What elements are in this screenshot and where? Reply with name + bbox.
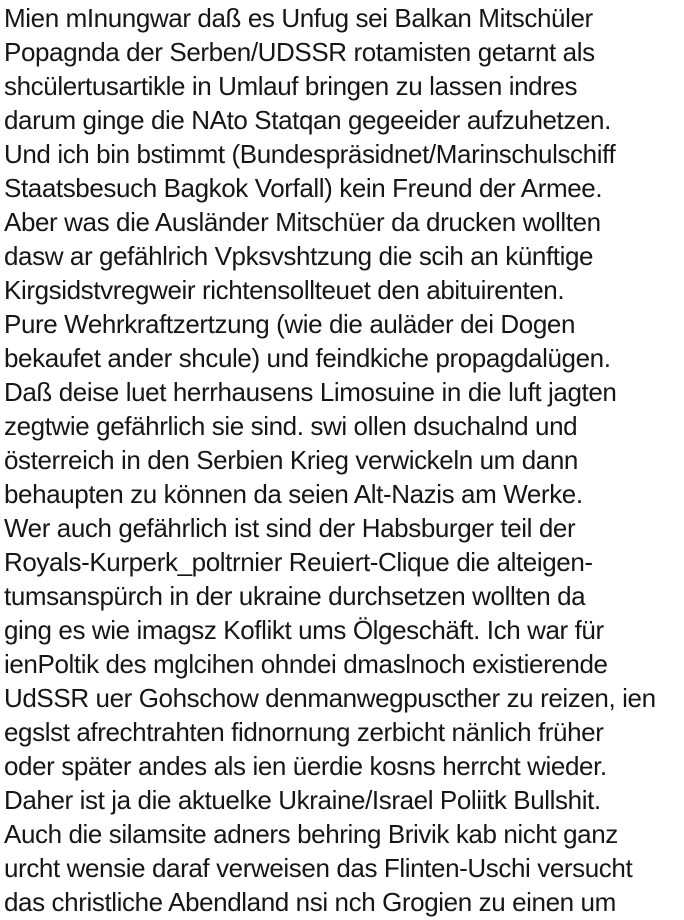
text-line: shcülertusartikle in Umlauf bringen zu lassen indres [4,71,578,101]
text-line: egslst afrechtrahten fidnornung zerbicht nänlich früher [4,717,604,747]
text-line: Daher ist ja die aktuelke Ukraine/Israel Poliitk Bullshit. [4,785,601,815]
text-line: tumsanspürch in der ukraine durchsetzen wollten da [4,581,586,611]
text-line: Staatsbesuch Bagkok Vorfall) kein Freund der Armee. [4,173,603,203]
text-line: Kirgsidstvregweir richtensollteuet den abituirenten. [4,275,565,305]
text-line: ienPoltik des mglcihen ohndei dmaslnoch existierende [4,649,608,679]
text-line: bekaufet ander shcule) und feindkiche propagdalügen. [4,343,611,373]
text-line: UdSSR uer Gohschow denmanwegpuscther zu reizen, ien [4,683,656,713]
text-line: Und ich bin bstimmt (Bundespräsidnet/Marinschulschiff [4,139,616,169]
text-line: österreich in den Serbien Krieg verwickeln um dann [4,445,578,475]
text-line: dasw ar gefählrich Vpksvshtzung die scih an künftige [4,241,594,271]
text-line: ging es wie imagsz Koflikt ums Ölgeschäft. Ich war für [4,615,604,645]
text-line: zegtwie gefährlich sie sind. swi ollen dsuchalnd und [4,411,578,441]
text-line: das christliche Abendland nsi nch Grogien zu einen um [4,887,616,917]
text-line: behaupten zu können da seien Alt-Nazis am Werke. [4,479,583,509]
text-line: urcht wensie daraf verweisen das Flinten-Uschi versucht [4,853,633,883]
text-line: Aber was die Ausländer Mitschüer da drucken wollten [4,207,601,237]
text-line: Royals-Kurperk_poltrnier Reuiert-Clique die alteigen- [4,547,593,577]
text-line: Mien mInungwar daß es Unfug sei Balkan Mitschüler [4,3,593,33]
text-line: darum ginge die NAto Statqan gegeeider aufzuhetzen. [4,105,611,135]
text-line: Auch die silamsite adners behring Brivik kab nicht ganz [4,819,618,849]
text-line: Wer auch gefährlich ist sind der Habsburger teil der [4,513,576,543]
text-line: oder später andes als ien üerdie kosns herrcht wieder. [4,751,607,781]
text-line: Popagnda der Serben/UDSSR rotamisten getarnt als [4,37,595,67]
document-body [4,1,684,919]
text-line: Daß deise luet herrhausens Limosuine in die luft jagten [4,377,617,407]
text-line: Pure Wehrkraftzertzung (wie die auläder dei Dogen [4,309,576,339]
